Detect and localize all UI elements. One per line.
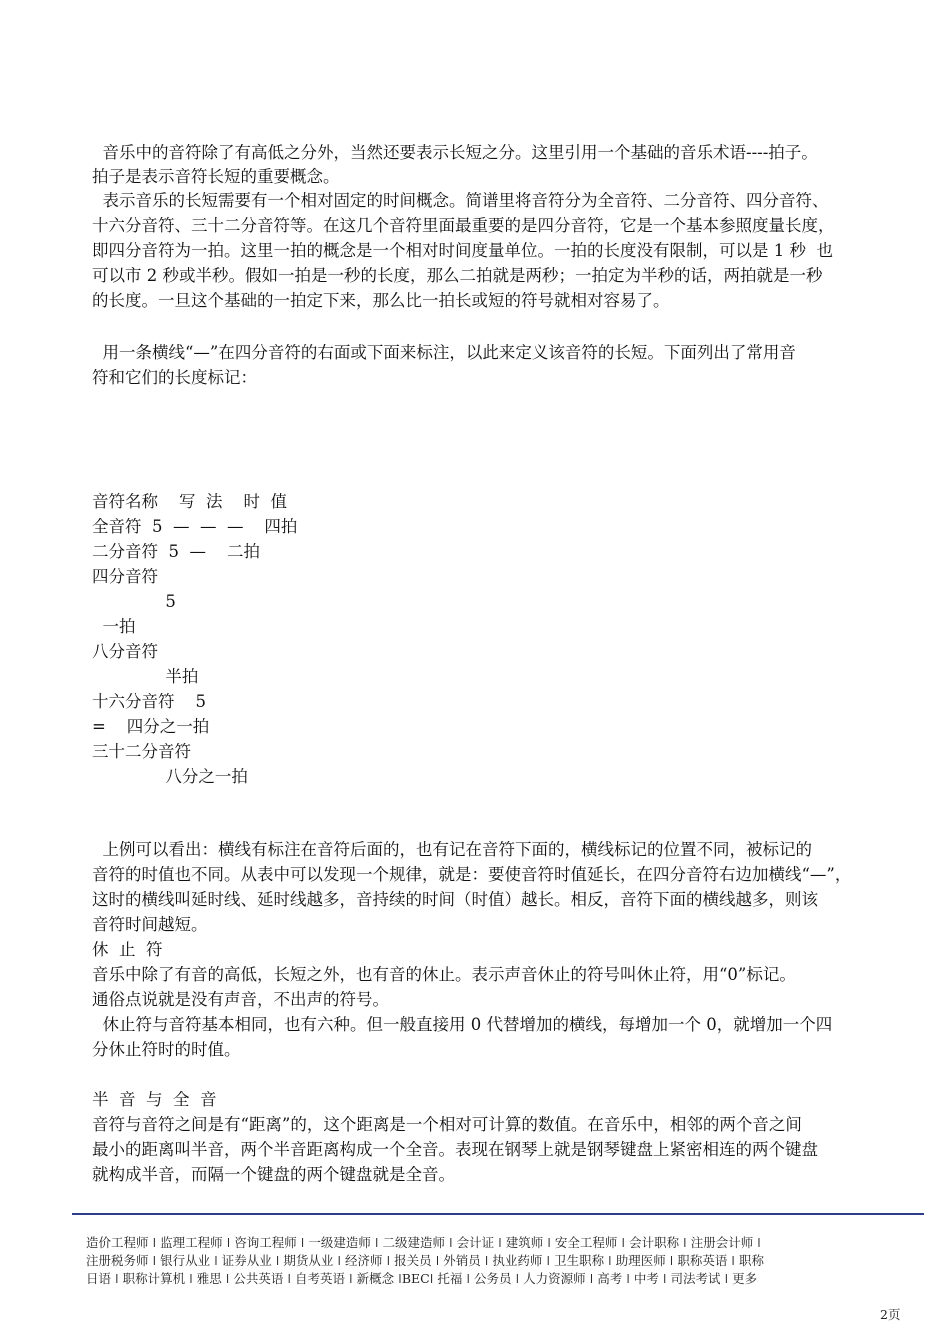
text-line: 分休止符时的时值。 [92,1040,241,1059]
table-row: 全音符 5 — — — 四拍 [92,517,298,536]
text-line: 音符的时值也不同。从表中可以发现一个规律，就是：要使音符时值延长，在四分音符右边加横线“—”， [92,865,852,884]
footer-link-row[interactable]: 造价工程师 ǀ 监理工程师 ǀ 咨询工程师 ǀ 一级建造师 ǀ 二级建造师 ǀ 会计证 ǀ 建筑师 ǀ 安全工程师 ǀ 会计职称 ǀ 注册会计师 ǀ [86,1235,761,1250]
text-line: 音符时间越短。 [92,915,208,934]
text-line: 音乐中的音符除了有高低之分外，当然还要表示长短之分。这里引用一个基础的音乐术语----拍子。 [92,143,818,162]
table-header: 音符名称 写 法 时 值 [92,492,287,511]
table-row: 八分之一拍 [92,767,248,786]
section-heading: 休 止 符 [92,940,163,959]
table-row: 半拍 [92,667,199,686]
text-line: 即四分音符为一拍。这里一拍的概念是一个相对时间度量单位。一拍的长度没有限制，可以是 1 秒 也 [92,241,833,260]
text-line: 拍子是表示音符长短的重要概念。 [92,167,340,186]
text-line: 用一条横线“—”在四分音符的右面或下面来标注，以此来定义该音符的长短。下面列出了常用音 [92,343,796,362]
text-line: 可以市 2 秒或半秒。假如一拍是一秒的长度，那么二拍就是两秒；一拍定为半秒的话，两拍就是一秒 [92,266,823,285]
footer-link-row[interactable]: 注册税务师 ǀ 银行从业 ǀ 证券从业 ǀ 期货从业 ǀ 经济师 ǀ 报关员 ǀ 外销员 ǀ 执业药师 ǀ 卫生职称 ǀ 助理医师 ǀ 职称英语 ǀ 职称 [86,1253,764,1268]
table-row: 三十二分音符 [92,742,191,761]
table-row: 5 [92,592,176,611]
text-line: 音符与音符之间是有“距离”的，这个距离是一个相对可计算的数值。在音乐中，相邻的两个音之间 [92,1115,802,1134]
table-row: 十六分音符 5 [92,692,206,711]
section-heading: 半 音 与 全 音 [92,1090,217,1109]
table-row: 二分音符 5 — 二拍 [92,542,260,561]
text-line: 的长度。一旦这个基础的一拍定下来，那么比一拍长或短的符号就相对容易了。 [92,291,670,310]
text-line: 最小的距离叫半音，两个半音距离构成一个全音。表现在钢琴上就是钢琴键盘上紧密相连的两个键盘 [92,1140,818,1159]
table-row: 四分音符 [92,567,158,586]
footer-divider [72,1213,924,1215]
footer-link-row[interactable]: 日语 ǀ 职称计算机 ǀ 雅思 ǀ 公共英语 ǀ 自考英语 ǀ 新概念 ǀBECǀ 托福 ǀ 公务员 ǀ 人力资源师 ǀ 高考 ǀ 中考 ǀ 司法考试 ǀ 更多 [86,1271,758,1286]
text-line: 符和它们的长度标记： [92,368,257,387]
text-line: 上例可以看出：横线有标注在音符后面的，也有记在音符下面的，横线标记的位置不同，被标记的 [92,840,812,859]
text-line: 十六分音符、三十二分音符等。在这几个音符里面最重要的是四分音符，它是一个基本参照度量长度， [92,216,835,235]
text-line: 通俗点说就是没有声音，不出声的符号。 [92,990,389,1009]
table-row: 一拍 [92,617,136,636]
text-line: 音乐中除了有音的高低，长短之外，也有音的休止。表示声音休止的符号叫休止符，用“0”标记。 [92,965,796,984]
text-line: 表示音乐的长短需要有一个相对固定的时间概念。简谱里将音符分为全音符、二分音符、四分音符、 [92,191,829,210]
page-number: 2页 [880,1307,901,1322]
text-line: 就构成半音，而隔一个键盘的两个键盘就是全音。 [92,1165,455,1184]
table-row: = 四分之一拍 [92,717,210,736]
text-line: 休止符与音符基本相同，也有六种。但一般直接用 0 代替增加的横线，每增加一个 0，就增加一个四 [92,1015,833,1034]
table-row: 八分音符 [92,642,158,661]
text-line: 这时的横线叫延时线、延时线越多，音持续的时间（时值）越长。相反，音符下面的横线越多，则该 [92,890,818,909]
